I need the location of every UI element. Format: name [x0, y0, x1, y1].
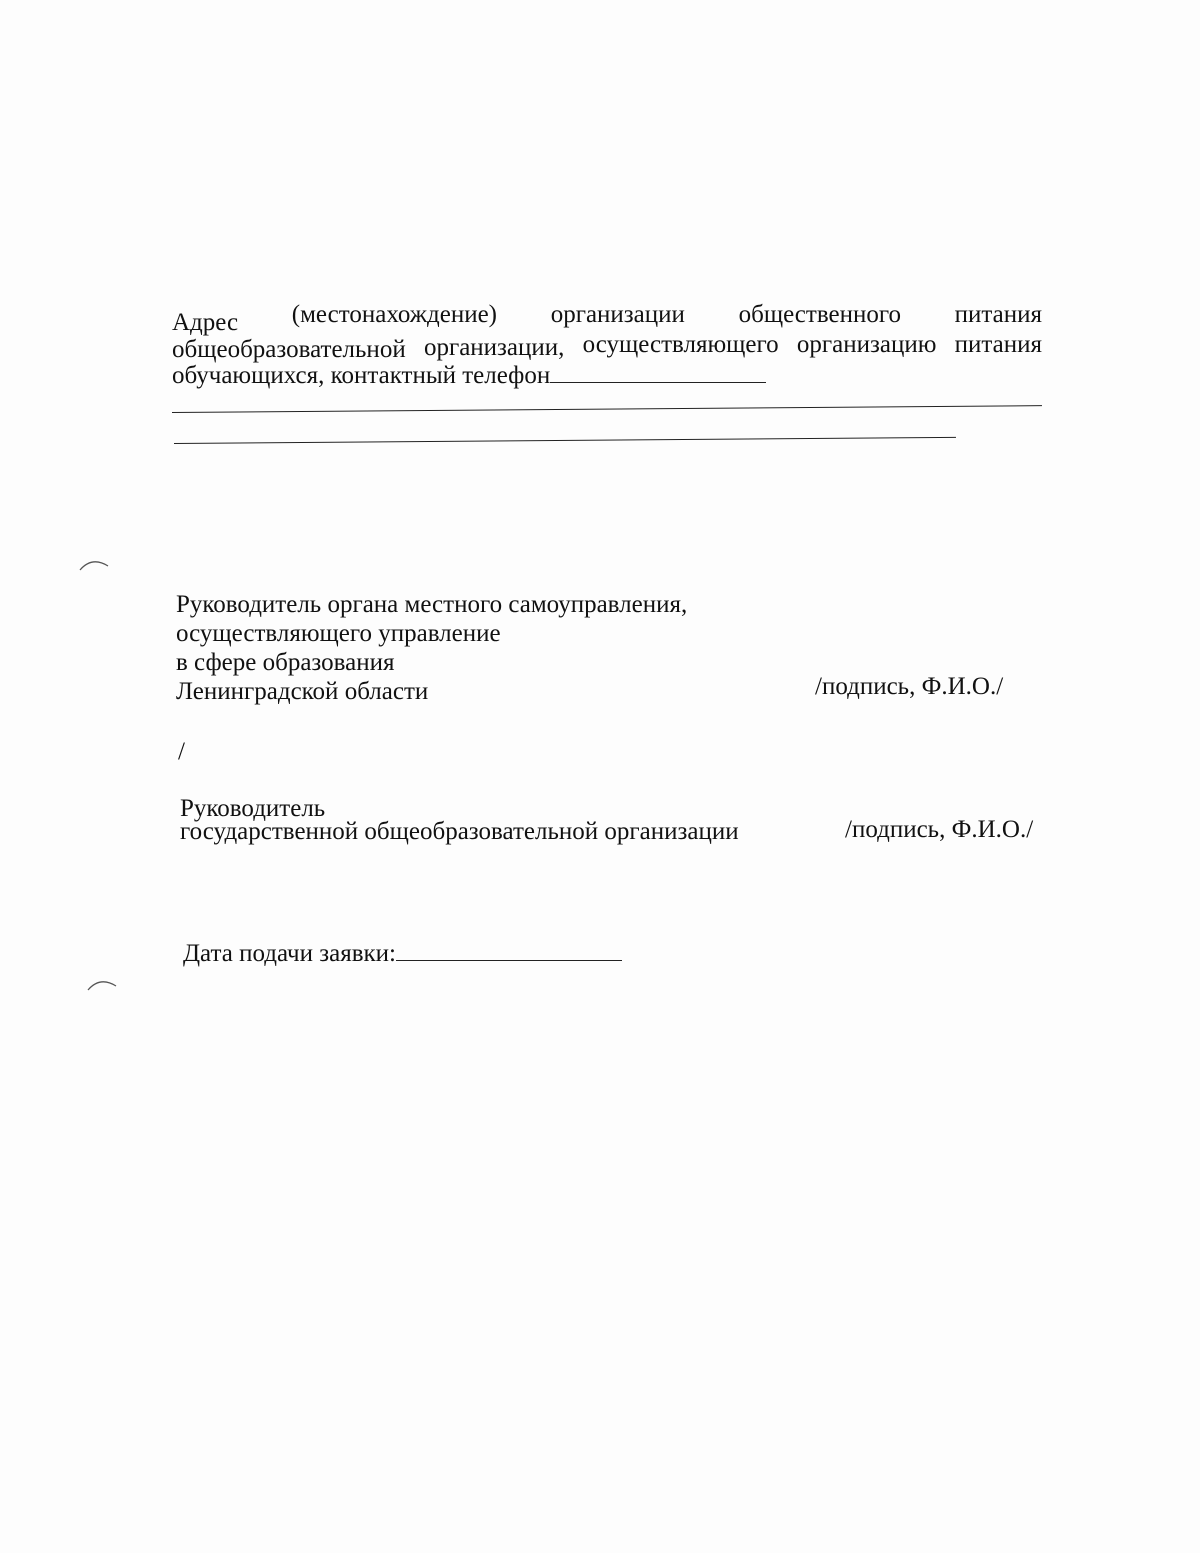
phone-blank[interactable]: [550, 360, 766, 383]
municipal-head-line-4: Ленинградской области: [176, 678, 429, 705]
submission-date-blank[interactable]: [396, 938, 622, 961]
address-word: питания: [954, 301, 1042, 328]
address-word: организации: [550, 301, 685, 328]
municipal-head-line-1: Руководитель органа местного самоуправления,: [176, 591, 688, 618]
submission-date-label: Дата подачи заявки:: [183, 940, 397, 967]
address-word: организации,: [423, 334, 565, 361]
address-blank-line-1[interactable]: [172, 405, 1042, 413]
address-phone-label: обучающихся, контактный телефон: [172, 362, 551, 389]
separator-mark: /: [178, 738, 185, 765]
address-word: общественного: [738, 301, 901, 328]
address-blank-line-2[interactable]: [174, 437, 956, 444]
address-word: Адрес: [172, 309, 239, 336]
scan-mark-lower: [86, 976, 120, 994]
municipal-head-signature-label: /подпись, Ф.И.О./: [815, 673, 1004, 700]
address-line-2: [172, 330, 1042, 363]
scan-mark-upper: [78, 556, 112, 574]
address-word: питания: [954, 331, 1042, 358]
submission-date-row: [183, 938, 622, 969]
address-word: организацию: [796, 331, 937, 358]
school-head-line-1: Руководитель: [180, 795, 326, 822]
address-line-3: [172, 360, 766, 391]
municipal-head-line-2: осуществляющего управление: [176, 620, 501, 647]
address-word: осуществляющего: [582, 331, 779, 358]
municipal-head-line-3: в сфере образования: [176, 649, 395, 676]
address-word: общеобразовательной: [172, 336, 406, 363]
school-head-signature-label: /подпись, Ф.И.О./: [845, 816, 1034, 843]
address-word: (местонахождение): [291, 301, 498, 328]
school-head-line-2: государственной общеобразовательной организации: [180, 818, 739, 845]
address-line-1: [172, 300, 1042, 336]
